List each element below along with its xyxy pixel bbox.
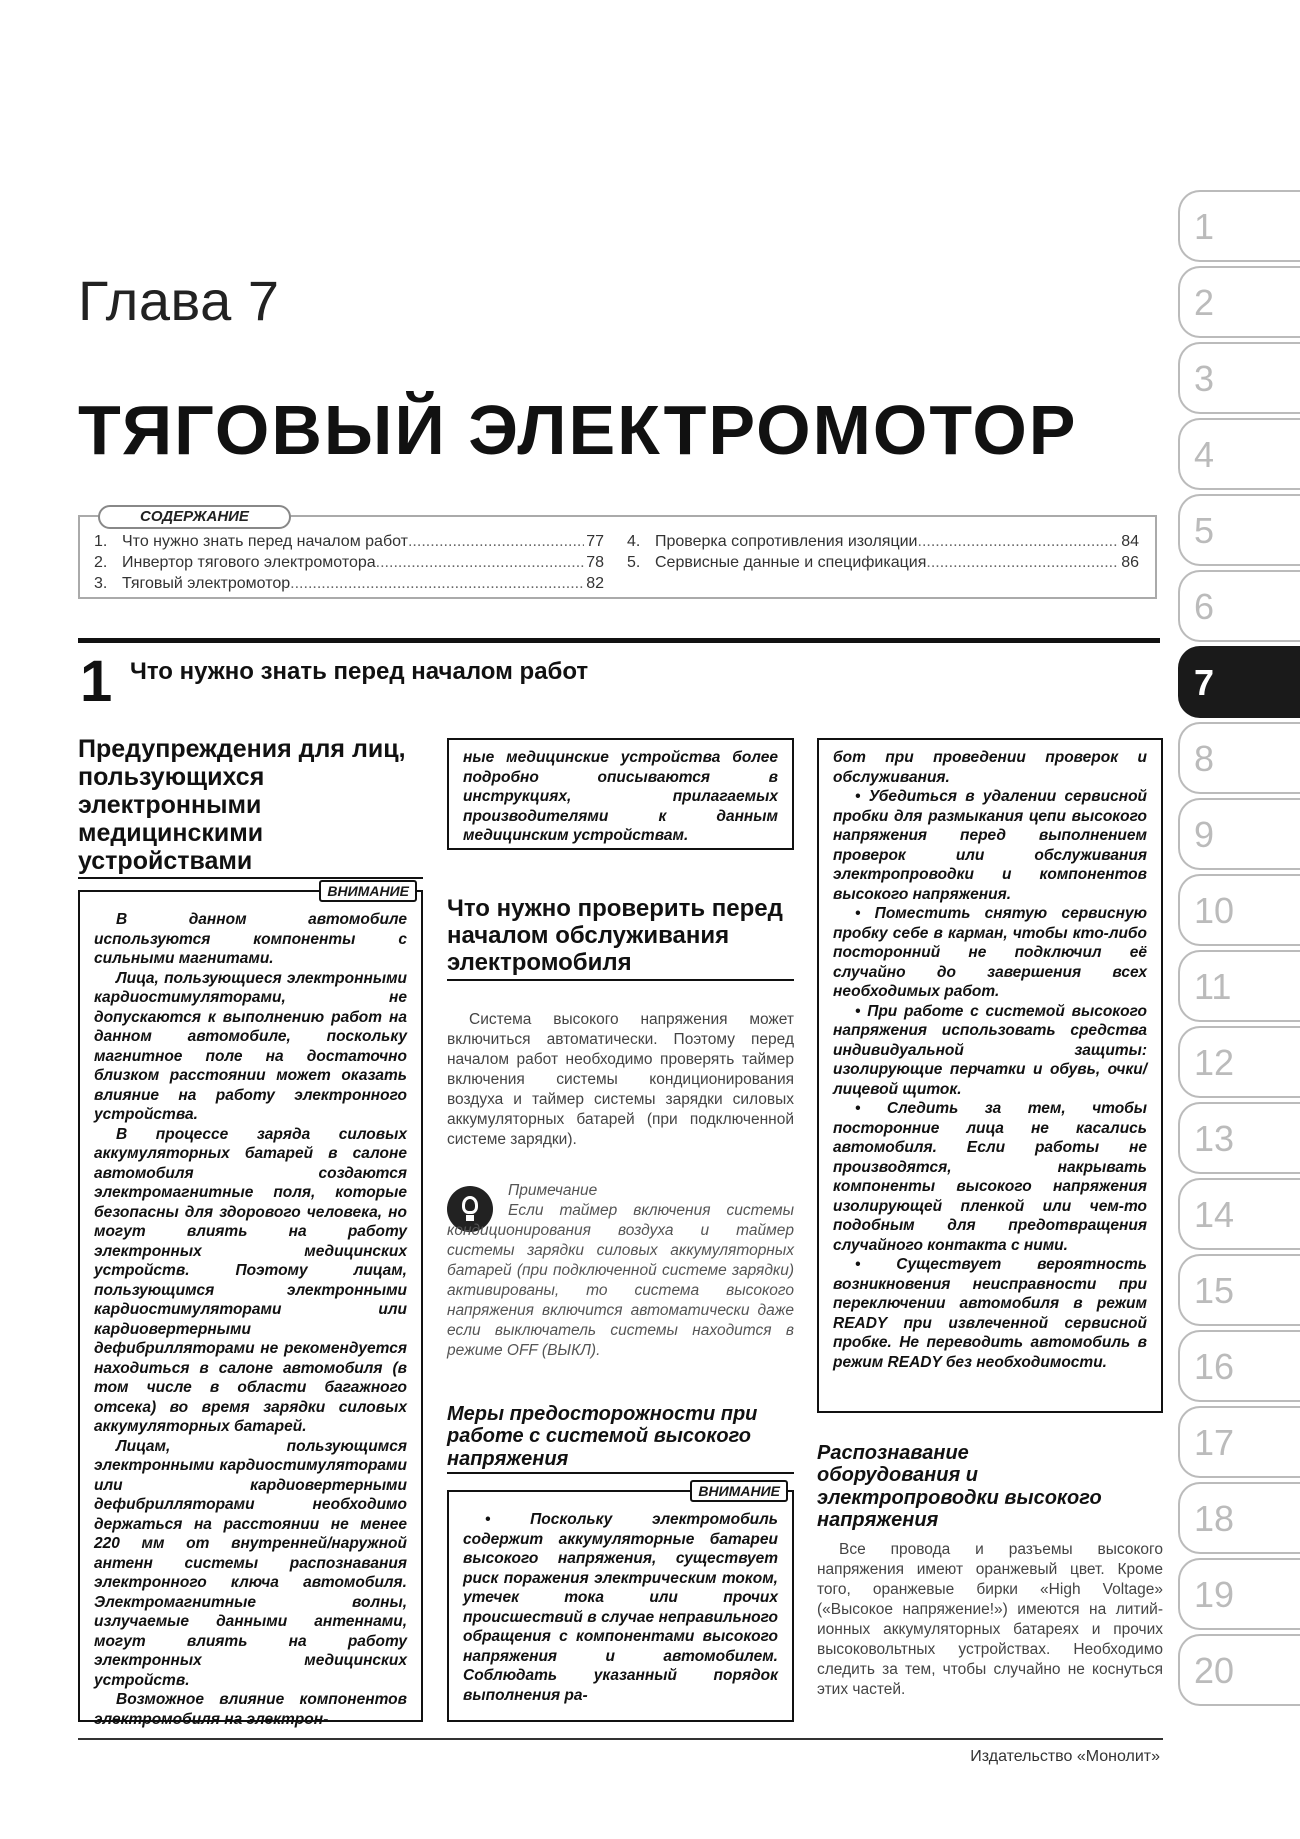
col2-heading-2	[447, 1403, 794, 1474]
contents-item-title: Сервисные данные и спецификация	[655, 554, 927, 571]
contents-box	[78, 508, 1157, 599]
col1-warning-box	[78, 883, 423, 1728]
contents-item[interactable]	[94, 573, 604, 594]
contents-leader-dots	[408, 531, 584, 552]
contents-item[interactable]	[94, 552, 604, 573]
section-number: 1	[80, 649, 113, 714]
contents-item[interactable]	[627, 552, 1139, 573]
warning-label: ВНИМАНИЕ	[690, 1480, 788, 1502]
chapter-tab-5[interactable]: 5	[1178, 494, 1300, 566]
contents-column-left	[94, 531, 604, 594]
contents-item-number: 4.	[627, 533, 641, 550]
chapter-tab-15[interactable]: 15	[1178, 1254, 1300, 1326]
contents-item-title: Тяговый электромотор	[122, 575, 291, 592]
paragraph: В данном автомобиле используются компоненты с сильными магнитами.	[94, 911, 407, 967]
chapter-tab-16[interactable]: 16	[1178, 1330, 1300, 1402]
note-title: Примечание	[508, 1182, 598, 1199]
paragraph: Система высокого напряжения может включиться автоматически. Поэтому перед началом работ необходимо проверять таймер включения системы кондиционирования воздуха и таймер системы зарядки силовых аккумуляторных батарей (при подключенной системе зарядки).	[447, 1011, 794, 1148]
chapter-title: ТЯГОВЫЙ ЭЛЕКТРОМОТОР	[78, 391, 1078, 469]
chapter-tab-11[interactable]: 11	[1178, 950, 1300, 1022]
paragraph: • Поместить снятую сервисную пробку себе в карман, чтобы кто-либо посторонний не подключил её случайно до завершения всех необходимых работ.	[833, 905, 1147, 1000]
paragraph: • При работе с системой высокого напряжения использовать средства индивидуальной защиты: изолирующие перчатки и обувь, очки/лицевой щиток.	[833, 1002, 1147, 1098]
chapter-tabs	[1178, 190, 1300, 1710]
section-rule	[78, 638, 1160, 643]
chapter-tab-17[interactable]: 17	[1178, 1406, 1300, 1478]
col2-continued-text	[463, 748, 778, 846]
chapter-tab-18[interactable]: 18	[1178, 1482, 1300, 1554]
paragraph: • Поскольку электромобиль содержит аккумуляторные батареи высокого напряжения, существует риск поражения электрическим током, утечек тока или прочих происшествий в случае неправильного обращения с компонентами высокого напряжения и автомобилем. Соблюдать указанный порядок выполнения ра-	[463, 1511, 778, 1704]
contents-item-number: 5.	[627, 554, 641, 571]
footer-rule	[78, 1738, 1163, 1740]
paragraph: Все провода и разъемы высокого напряжения имеют оранжевый цвет. Кроме того, оранжевые бирки «High Voltage» («Высокое напряжение!») имеются на литий-ионных аккумуляторных батареях и прочих высоковольтных устройствах. Необходимо следить за тем, чтобы случайно не коснуться этих частей.	[817, 1541, 1163, 1698]
col3-body	[817, 1540, 1163, 1700]
contents-item[interactable]	[94, 531, 604, 552]
chapter-tab-1[interactable]: 1	[1178, 190, 1300, 262]
col3-heading-text: Распознавание оборудования и электропроводки высокого напряжения	[817, 1442, 1102, 1532]
contents-item-number: 1.	[94, 533, 108, 550]
chapter-tab-13[interactable]: 13	[1178, 1102, 1300, 1174]
col2-warning-text	[463, 1510, 778, 1705]
paragraph: ные медицинские устройства более подробно описываются в инструкциях, прилагаемых производителями к данным медицинским устройствам.	[463, 749, 778, 844]
contents-item-title: Инвертор тягового электромотора	[122, 554, 376, 571]
chapter-label: Глава 7	[78, 269, 280, 332]
contents-leader-dots	[290, 573, 584, 594]
chapter-tab-10[interactable]: 10	[1178, 874, 1300, 946]
col2-heading	[447, 896, 794, 981]
col2-heading-2-text: Меры предосторожности при работе с системой высокого напряжения	[447, 1403, 758, 1470]
col3-warning-box	[817, 738, 1163, 1413]
chapter-tab-14[interactable]: 14	[1178, 1178, 1300, 1250]
publisher-footer: Издательство «Монолит»	[970, 1748, 1160, 1765]
contents-item-number: 2.	[94, 554, 108, 571]
chapter-tab-9[interactable]: 9	[1178, 798, 1300, 870]
paragraph: бот при проведении проверок и обслуживания.	[833, 749, 1147, 786]
contents-item-title: Что нужно знать перед началом работ	[122, 533, 408, 550]
contents-leader-dots	[918, 531, 1120, 552]
section-title: Что нужно знать перед началом работ	[130, 658, 589, 685]
col2-heading-text: Что нужно проверить перед началом обслуживания электромобиля	[447, 895, 783, 976]
chapter-tab-4[interactable]: 4	[1178, 418, 1300, 490]
paragraph: Лица, пользующиеся электронными кардиостимуляторами, не допускаются к выполнению работ на данном автомобиле, поскольку магнитное поле на достаточно близком расстоянии может оказать влияние на работу электронного устройства.	[94, 969, 407, 1123]
col2-warning-box	[447, 1483, 794, 1722]
chapter-tab-6[interactable]: 6	[1178, 570, 1300, 642]
contents-label: СОДЕРЖАНИЕ	[98, 505, 291, 529]
paragraph: Возможное влияние компонентов электромобиля на электрон-	[94, 1691, 407, 1728]
contents-leader-dots	[926, 552, 1119, 573]
contents-item-number: 3.	[94, 575, 108, 592]
contents-item-title: Проверка сопротивления изоляции	[655, 533, 918, 550]
chapter-tab-7[interactable]: 7	[1178, 646, 1300, 718]
col3-warning-text	[833, 748, 1147, 1372]
chapter-tab-8[interactable]: 8	[1178, 722, 1300, 794]
col2-body	[447, 1010, 794, 1150]
paragraph: Лицам, пользующимся электронными кардиостимуляторами или кардиовертерными дефибрилляторами необходимо держаться на расстоянии не менее 220 мм от внутренней/наружной антенн системы распознавания электронного ключа автомобиля. Электромагнитные волны, излучаемые данными антеннами, могут влиять на работу электронных медицинских устройств.	[94, 1437, 407, 1689]
contents-item-page: 86	[1121, 554, 1139, 571]
chapter-tab-19[interactable]: 19	[1178, 1558, 1300, 1630]
col1-warning-text	[94, 910, 407, 1729]
contents-item-page: 84	[1121, 533, 1139, 550]
contents-item-page: 78	[586, 554, 604, 571]
chapter-tab-2[interactable]: 2	[1178, 266, 1300, 338]
note-text: Если таймер включения системы кондиционирования воздуха и таймер системы зарядки силовых аккумуляторных батарей (при подключенной системе зарядки) активированы, то система высокого напряжения включится автоматически даже если выключатель системы находится в режиме OFF (ВЫКЛ).	[447, 1202, 794, 1359]
paragraph: В процессе заряда силовых аккумуляторных батарей в салоне автомобиля создаются электромагнитные поля, которые безопасны для здорового человека, но могут влиять на работу электронных медицинских устройств. Поэтому лицам, пользующимся электронными кардиостимуляторами или кардиовертерными дефибрилляторами не рекомендуется находиться в салоне автомобиля (в том числе в области багажного отсека) во время зарядки силовых аккумуляторных батарей.	[94, 1125, 407, 1435]
warning-label: ВНИМАНИЕ	[319, 880, 417, 902]
contents-item-page: 77	[586, 533, 604, 550]
contents-item[interactable]	[627, 531, 1139, 552]
contents-column-right	[627, 531, 1139, 573]
contents-leader-dots	[376, 552, 585, 573]
paragraph: • Существует вероятность возникновения неисправности при переключении автомобиля в режим READY при извлеченной сервисной пробке. Не переводить автомобиль в режим READY без необходимости.	[833, 1256, 1147, 1371]
chapter-tab-3[interactable]: 3	[1178, 342, 1300, 414]
paragraph: • Следить за тем, чтобы посторонние лица не касались автомобиля. Если работы не производятся, накрывать компоненты высокого напряжения изолирующей пленкой или чем-то подобным для предотвращения случайного контакта с ними.	[833, 1100, 1147, 1254]
chapter-tab-12[interactable]: 12	[1178, 1026, 1300, 1098]
col1-heading	[78, 735, 423, 879]
contents-item-page: 82	[586, 575, 604, 592]
paragraph: • Убедиться в удалении сервисной пробки для размыкания цепи высокого напряжения перед выполнением проверок или обслуживания электропроводки и компонентов высокого напряжения.	[833, 788, 1147, 903]
col3-heading	[817, 1442, 1117, 1532]
chapter-tab-20[interactable]: 20	[1178, 1634, 1300, 1706]
col2-continued-warning	[447, 738, 794, 850]
col1-heading-text: Предупреждения для лиц, пользующихся электронными медицинскими устройствами	[78, 735, 406, 875]
